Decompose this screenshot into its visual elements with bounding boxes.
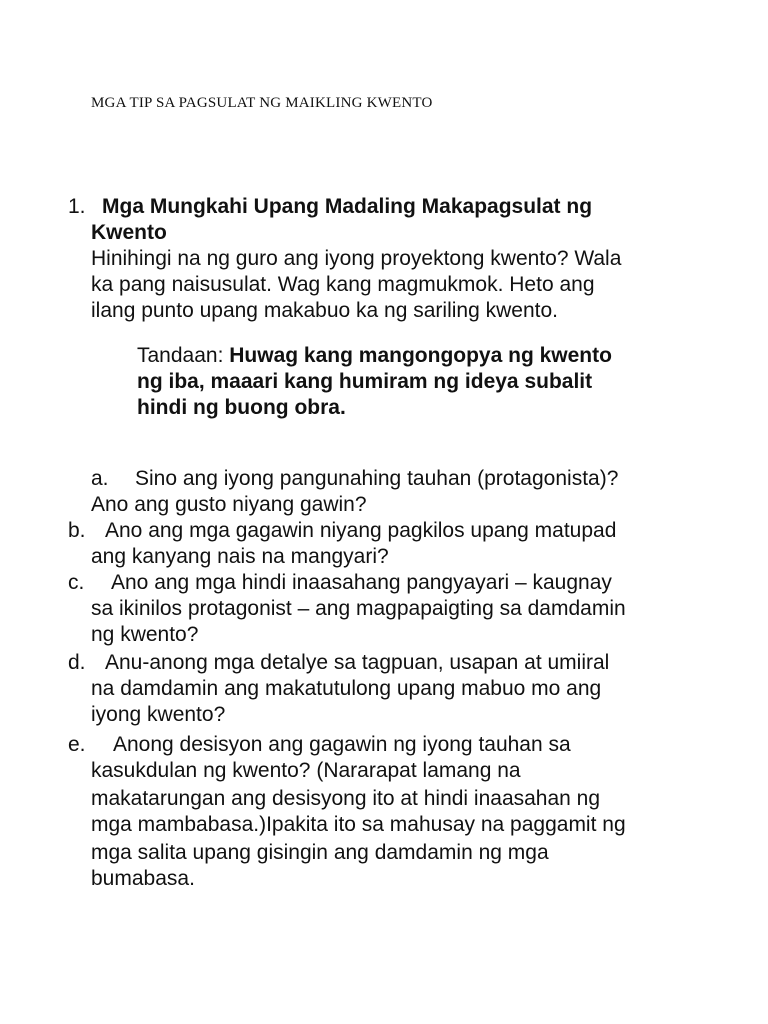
document-title: MGA TIP SA PAGSULAT NG MAIKLING KWENTO (91, 95, 433, 111)
section-heading-line (68, 194, 592, 220)
list-item-text: Sino ang iyong pangunahing tauhan (protagonista)? (135, 467, 619, 490)
list-item-text: iyong kwento? (91, 703, 226, 726)
list-item-marker: d. (68, 651, 86, 674)
note-text: ng iba, maaari kang humiram ng ideya subalit (137, 370, 593, 393)
list-item-text: Ano ang mga hindi inaasahang pangyayari – kaugnay (111, 571, 612, 594)
list-item-text: kasukdulan ng kwento? (Nararapat lamang na (91, 759, 521, 782)
list-item-marker: e. (68, 733, 86, 756)
intro-line: Hinihingi na ng guro ang iyong proyektong kwento? Wala (91, 247, 622, 270)
intro-line: ilang punto upang makabuo ka ng sariling kwento. (91, 299, 558, 322)
note-text: Huwag kang mangongopya ng kwento (229, 344, 612, 367)
list-item (68, 518, 616, 544)
list-item (68, 732, 571, 758)
note-line (137, 343, 612, 369)
list-item-text: Ano ang mga gagawin niyang pagkilos upang matupad (105, 519, 617, 542)
list-item-marker: b. (68, 519, 86, 542)
section-heading: Mga Mungkahi Upang Madaling Makapagsulat ng (102, 195, 593, 218)
intro-line: ka pang naisusulat. Wag kang magmukmok. Heto ang (91, 273, 595, 296)
list-item-text: sa ikinilos protagonist – ang magpapaigting sa damdamin (91, 597, 626, 620)
list-item-text: mga salita upang gisingin ang damdamin ng mga (91, 841, 549, 864)
note-label: Tandaan: (137, 344, 224, 367)
list-item-text: Ano ang gusto niyang gawin? (91, 493, 367, 516)
list-item-marker: c. (68, 571, 85, 594)
list-item-marker: a. (91, 467, 109, 490)
list-item (91, 466, 618, 492)
note-text: hindi ng buong obra. (137, 396, 346, 419)
list-item (68, 650, 609, 676)
list-item-text: Anu-anong mga detalye sa tagpuan, usapan at umiiral (105, 651, 610, 674)
list-item-text: ng kwento? (91, 623, 199, 646)
list-item-text: mga mambabasa.)Ipakita ito sa mahusay na paggamit ng (91, 813, 626, 836)
list-item-text: Anong desisyon ang gagawin ng iyong tauhan sa (113, 733, 571, 756)
list-item-text: ang kanyang nais na mangyari? (91, 545, 389, 568)
section-number: 1. (68, 195, 86, 218)
list-item (68, 570, 612, 596)
list-item-text: bumabasa. (91, 867, 195, 890)
section-heading-cont: Kwento (91, 221, 167, 244)
list-item-text: makatarungan ang desisyong ito at hindi inaasahan ng (91, 787, 601, 810)
list-item-text: na damdamin ang makatutulong upang mabuo mo ang (91, 677, 602, 700)
